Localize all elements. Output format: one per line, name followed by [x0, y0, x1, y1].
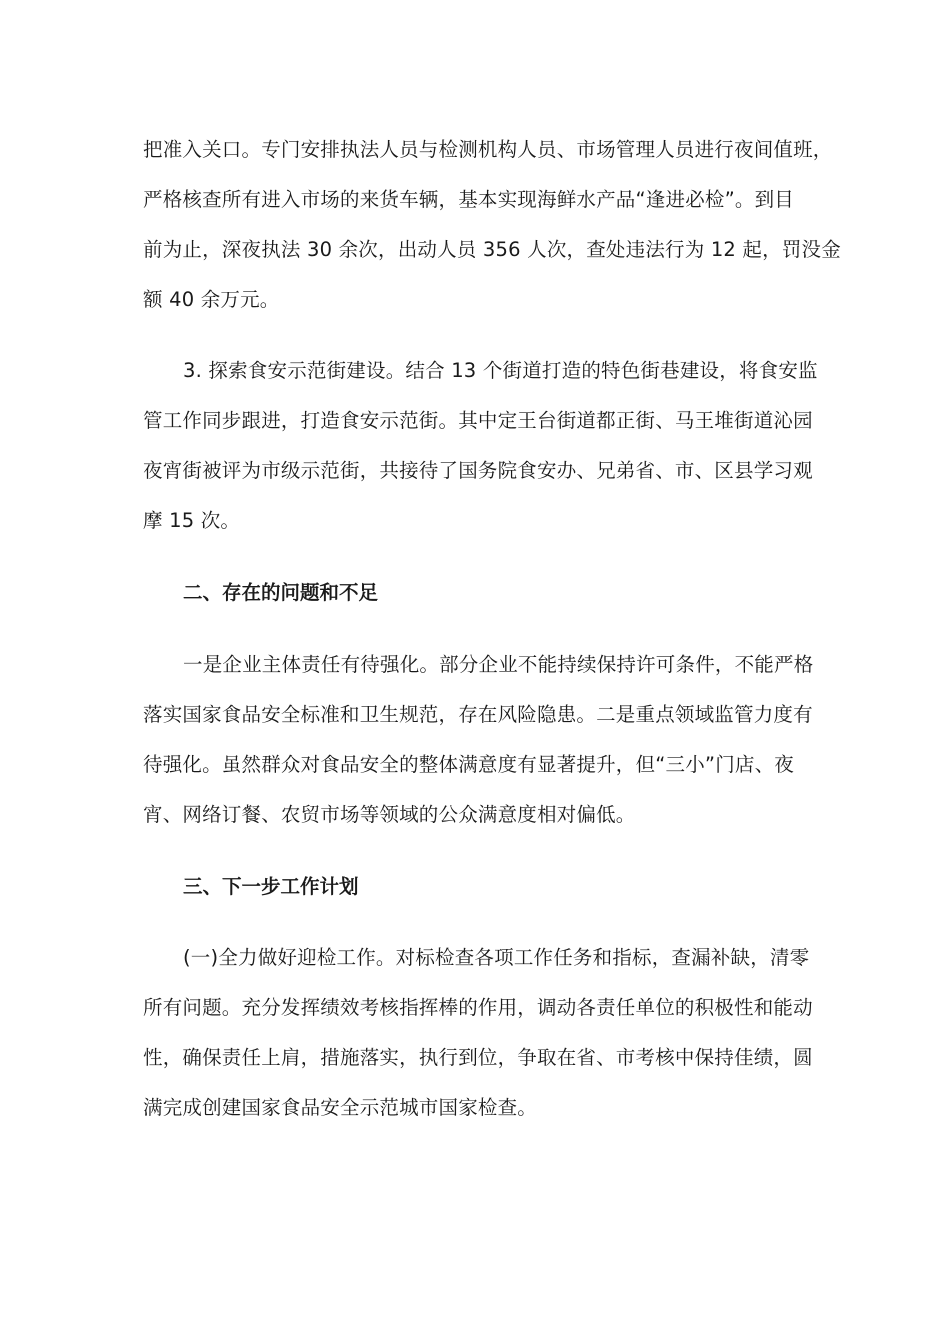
section-heading-next-steps: 三、下一步工作计划 — [183, 875, 359, 898]
paragraph-line: 摩 15 次。 — [143, 509, 241, 532]
paragraph-line: 所有问题。充分发挥绩效考核指挥棒的作用，调动各责任单位的积极性和能动 — [143, 996, 813, 1019]
paragraph-line: 待强化。虽然群众对食品安全的整体满意度有显著提升，但“三小”门店、夜 — [143, 753, 795, 776]
paragraph-line: 管工作同步跟进，打造食安示范街。其中定王台街道都正街、马王堆街道沁园 — [143, 409, 813, 432]
paragraph-line: 前为止，深夜执法 30 余次，出动人员 356 人次，查处违法行为 12 起，罚没金 — [143, 238, 841, 261]
paragraph-line: 一是企业主体责任有待强化。部分企业不能持续保持许可条件，不能严格 — [183, 653, 814, 676]
paragraph-line: 额 40 余万元。 — [143, 288, 280, 311]
paragraph-line: 性，确保责任上肩，措施落实，执行到位，争取在省、市考核中保持佳绩，圆 — [143, 1046, 813, 1069]
paragraph-line: 把准入关口。专门安排执法人员与检测机构人员、市场管理人员进行夜间值班， — [143, 138, 833, 161]
paragraph-line: 3. 探索食安示范街建设。结合 13 个街道打造的特色街巷建设，将食安监 — [183, 359, 818, 382]
section-heading-problems: 二、存在的问题和不足 — [183, 581, 379, 604]
paragraph-line: (一)全力做好迎检工作。对标检查各项工作任务和指标，查漏补缺，清零 — [183, 946, 810, 969]
paragraph-line: 满完成创建国家食品安全示范城市国家检查。 — [143, 1096, 538, 1119]
paragraph-line: 宵、网络订餐、农贸市场等领域的公众满意度相对偏低。 — [143, 803, 636, 826]
paragraph-line: 落实国家食品安全标准和卫生规范，存在风险隐患。二是重点领域监管力度有 — [143, 703, 813, 726]
paragraph-line: 严格核查所有进入市场的来货车辆，基本实现海鲜水产品“逢进必检”。到目 — [143, 188, 795, 211]
paragraph-line: 夜宵街被评为市级示范街，共接待了国务院食安办、兄弟省、市、区县学习观 — [143, 459, 813, 482]
